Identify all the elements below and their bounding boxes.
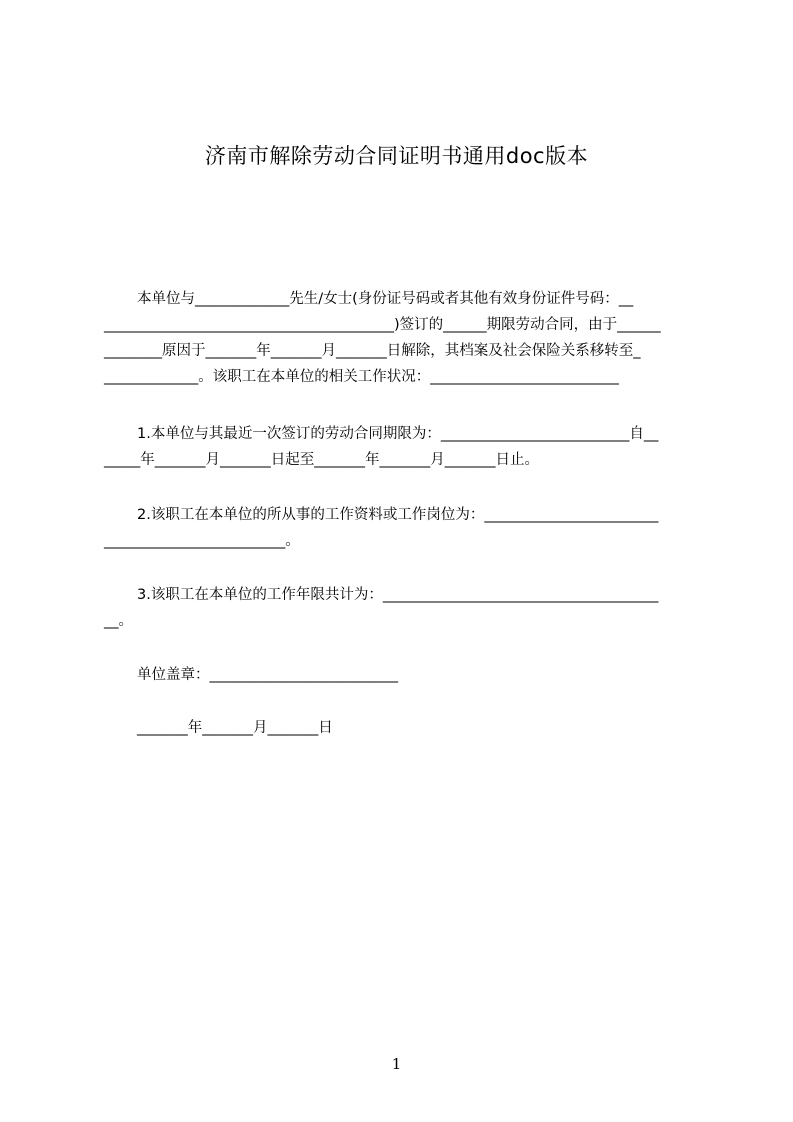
seal-line: 单位盖章：__________________________: [137, 667, 398, 683]
intro-line: 本单位与_____________先生/女士(身份证号码或者其他有效身份证件号码：__: [137, 291, 634, 307]
item-2-paragraph: [104, 502, 702, 554]
intro-paragraph: [104, 286, 702, 390]
date-paragraph: [104, 715, 702, 741]
seal-paragraph: [104, 662, 702, 688]
item-1-line: _____年_______月_______日起至_______年_______月_______日止。: [104, 452, 539, 468]
item-1-line: 1.本单位与其最近一次签订的劳动合同期限为：__________________________自__: [137, 426, 659, 442]
item-2-line: 2.该职工在本单位的所从事的工作资料或工作岗位为：________________________: [137, 507, 659, 523]
item-3-line: __。: [104, 613, 133, 629]
document-title: 济南市解除劳动合同证明书通用doc版本: [204, 144, 589, 168]
intro-line: ________________________________________)签订的______期限劳动合同，由于______: [104, 317, 661, 333]
page-number: 1: [391, 1055, 402, 1073]
item-3-paragraph: [104, 582, 702, 634]
date-line: _______年_______月_______日: [137, 720, 333, 736]
item-3-line: 3.该职工在本单位的工作年限共计为：______________________________________: [137, 587, 659, 603]
item-2-line: _________________________。: [104, 533, 300, 549]
intro-line: ________原因于_______年_______月_______日解除，其档案及社会保险关系移转至_: [104, 343, 641, 359]
item-1-paragraph: [104, 421, 702, 473]
intro-line: _____________。该职工在本单位的相关工作状况：__________________________: [104, 369, 619, 385]
